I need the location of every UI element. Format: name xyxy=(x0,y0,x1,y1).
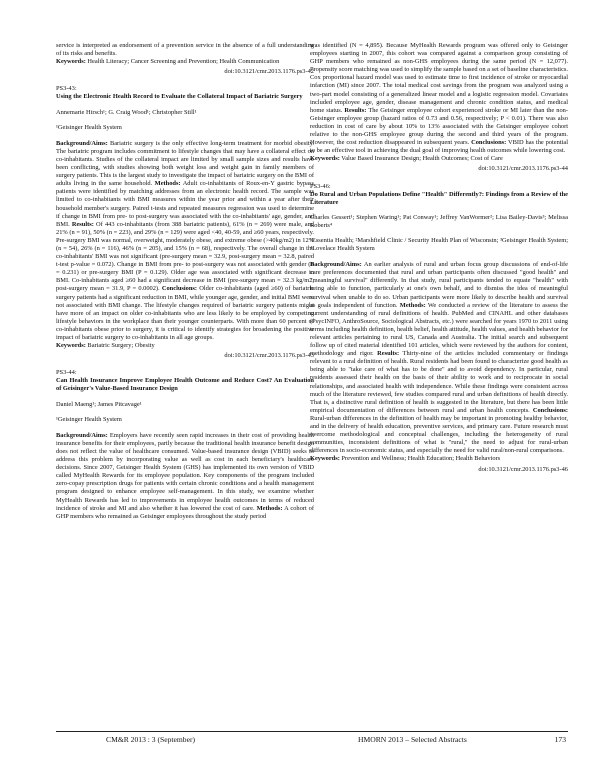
background-label: Background/Aims: xyxy=(56,139,108,147)
abstract-code: PS3-43: xyxy=(56,85,77,93)
abstract-title: Can Health Insurance Improve Employee Health Outcome and Reduce Cost? An Evaluation of Geisinger's Value-Based Insurance Design xyxy=(56,377,314,393)
methods-text: was identified (N = 4,895). Because MyHealth Rewards program was offered only to Geisinger employees starting in 2007, this cohort was compared against a comparison group consisting of GHP members who remained as non-GHS employees during the same period (N = 12,077). Propensity score matching was used to simplify the sample based on a set of baseline characteristics. Cox proportional hazard model was used to estimate time to first incidence of stroke or myocardial infarction (MI) since 2007. The total medical cost savings from the program was analyzed using a two-part model consisting of a generalized linear model and a logistic regression model. Covariates included employee age, gender, disease management and chronic condition status, and medical home status. xyxy=(310,42,568,114)
results-label: Results: xyxy=(344,106,367,114)
background-text: Employers have recently seen rapid increases in their cost of providing health insurance benefits for their employees, partly because the traditional health insurance benefit design does not reflect the value of healthcare consumed. Value-based insurance design (VBID) seeks to address this problem by incorporating value as well as cost in each beneficiary's healthcare decisions. Since 2007, Geisinger Health System (GHS) has implemented its own version of VBID called MyHealth Rewards for its employee population. Key components of the program included zero-copay prescription drugs for patients with certain chronic conditions and a health management program designed to enhance employee self-management. In this study, we examine whether MyHealth Rewards has led to improvements in employee health outcomes in terms of reduced incidence of stroke and MI and also whether it has lowered the cost of care. xyxy=(56,431,314,512)
abstract-ps3-46 xyxy=(310,183,568,474)
abstract-ps3-44-continued xyxy=(310,42,568,174)
abstract-body xyxy=(56,140,314,342)
intro-text: service is interpreted as endorsement of a prevention service in the absence of a full understanding of its risks and benefits. xyxy=(56,42,314,58)
keywords-text: Value Based Insurance Design; Health Outcomes; Cost of Care xyxy=(339,155,503,163)
conclusions-label: Conclusions: xyxy=(532,406,568,414)
intro-keywords xyxy=(56,58,314,66)
abstract-doi: doi:10.3121/cmr.2013.1176.ps3-44 xyxy=(478,165,568,173)
background-label: Background/Aims: xyxy=(310,261,362,269)
methods-text: A cohort of GHP members who remained as Geisinger employees throughout the study period xyxy=(56,504,314,520)
abstract-body xyxy=(310,261,568,455)
abstract-affiliation: ¹Essentia Health; ²Marshfield Clinic / Security Health Plan of Wisconsin; ³Geisinger Health System; ⁴Lovelace Health System xyxy=(310,236,568,253)
keywords-label: Keywords: xyxy=(310,155,340,163)
methods-label: Methods: xyxy=(154,180,181,188)
abstract-code: PS3-46: xyxy=(310,182,331,190)
conclusions-text: Rural-urban differences in the definition of health may be important in promoting healthy behavior, and in the delivery of health education, preventive services, and primary care. Future research must overcome methodological and conceptual challenges, including the heterogeneity of rural communities, inconsistent definitions of what is "rural," the need to adjust for rural-urban differences in socio-economic status, and especially the need for valid rural/non-rural comparisons. xyxy=(310,414,568,455)
keywords-text: Bariatric Surgery; Obesity xyxy=(85,342,155,350)
page-number: 173 xyxy=(554,735,566,744)
abstract-authors: Daniel Maeng¹; James Pitcavage¹ xyxy=(56,400,142,408)
abstract-authors: Annemarie Hirsch¹; G. Craig Wood¹; Christopher Still¹ xyxy=(56,108,197,116)
background-text: An earlier analysis of rural and urban focus group discussions of end-of-life care preferences documented that rural and urban participants often discussed "good health" and "meaningful survival" differently. In that study, rural participants tended to equate "health" with being able to function, particularly at one's own behalf, and to dismiss the idea of meaningful survival when unable to do so. Urban participants were more likely to describe health and survival as goals independent of function. xyxy=(310,261,568,309)
abstract-title: Do Rural and Urban Populations Define "Health" Differently?: Findings from a Review of the Literature xyxy=(310,190,568,206)
methods-text: We conducted a review of the literature to assess the current understanding of rural definitions of health. PubMed and CINAHL and other databases (PsycINFO, AnthroSource, Sociological Abstracts, etc.) were searched for years 1970 to 2011 using terms including health definition, health belief, health attitude, health values, and health behavior for relevant articles pertaining to rural US, Canada and Australia. The initial search and subsequent follow up of cited material identified 101 articles, which were reviewed by the authors for content, methodology and rigor. xyxy=(310,301,569,358)
background-text: Bariatric surgery is the only effective long-term treatment for morbid obesity. The bariatric program includes commitment to lifestyle changes that may have a collateral effect on co-inhabitants. Studies of the collateral impact are limited by small sample sizes and results have been conflicting, with studies showing both weight loss and weight gain in family members of surgery patients. This is the largest study to investigate the impact of bariatric surgery on the BMI of adults living in the same household. xyxy=(56,139,314,188)
meeting-name: HMORN 2013 – Selected Abstracts xyxy=(358,735,467,744)
abstract-ps3-44 xyxy=(56,369,314,521)
keywords-label: Keywords: xyxy=(310,455,340,463)
left-column xyxy=(56,42,314,521)
abstract-body xyxy=(56,432,314,521)
methods-text: Adult co-inhabitants of Roux-en-Y gastric bypass patients were identified by matching addresses from an electronic health record. The sample was limited to co-inhabitants with BMI measures within the year prior and within a year after their household member's surgery. Paired t-tests and repeated measures regression was used to determine if change in BMI from pre- to post-surgery was associated with the co-inhabitants' age, gender, and BMI. xyxy=(56,180,314,228)
conclusions-text: Older co-inhabitants (aged ≥60) of bariatric surgery patients had a significant reduction in BMI, while younger age, gender, and initial BMI were not associated with BMI change. The lifestyle changes required of bariatric surgery patients might have more of an impact on older co-inhabitants who are less likely to be employed by competing lifestyle behaviors in the workplace than their younger counterparts. With more than 60 percent of co-inhabitants obese prior to surgery, it is critical to identify strategies for broadening the positive impact of bariatric surgery to co-inhabitants in all age groups. xyxy=(56,285,314,341)
abstract-code: PS3-44: xyxy=(56,369,77,377)
abstract-keywords xyxy=(310,155,568,163)
keywords-label: Keywords: xyxy=(56,342,86,350)
methods-label: Methods: xyxy=(399,301,426,309)
keywords-text: Health Literacy; Cancer Screening and Prevention; Health Communication xyxy=(85,58,280,66)
abstract-ps3-43 xyxy=(56,85,314,360)
results-text: Of 443 co-inhabitants (from 388 bariatric patients), 61% (n = 269) were male, and 21% (n = 91), 50% (n = 223), and 29% (n = 129) were aged <40, 40-59, and ≥60 years, respectively. Pre-surgery BMI was normal, overweight, moderately obese, and extreme obese (>40kg/m2) in 12% (n = 54), 26% (n = 116), 46% (n = 205), and 15% (n = 68), respectively. The overall change in the co-inhabitants' BMI was not significant (pre-surgery mean = 32.9, post-surgery mean = 32.8, paired t-test p-value = 0.072). Change in BMI from pre- to post-surgery was not associated with gender (P = 0.231) or pre-surgery BMI (P = 0.129). Older age was associated with significant decrease in BMI. Co-inhabitants aged ≥60 had a significant decrease in BMI (pre-surgery mean = 32.3 kg/m2, post-surgery mean = 31.9, P = 0.0002). xyxy=(56,220,314,293)
results-text: Thirty-nine of the articles included commentary or findings relevant to a rural definition of health. Rural residents had been found to characterize good health as being able to "take care of what has to be done" and to avoid dependency. In particular, rural residents assessed their health on the basis of their ability to work and to reciprocate in social relationships, and associated health with independence. While these findings were consistent across much of the literature reviewed, few studies compared rural and urban definitions of health directly. That is, a distinctive rural definition of health is suggested in the literature, but there has been little empirical documentation of differences between rural and urban health concepts. xyxy=(310,350,568,414)
abstract-title: Using the Electronic Health Record to Evaluate the Collateral Impact of Bariatric Surgery xyxy=(56,93,303,101)
abstract-keywords xyxy=(310,455,568,463)
page-footer xyxy=(56,731,568,746)
abstract-authors: Charles Gessert¹; Stephen Waring¹; Pat Conway¹; Jeffrey VanWormer²; Lisa Bailey-Davis³; Melissa Roberts⁴ xyxy=(310,213,568,229)
abstract-body xyxy=(310,42,568,155)
abstract-affiliation: ¹Geisinger Health System xyxy=(56,123,122,131)
keywords-text: Prevention and Wellness; Health Education; Health Behaviors xyxy=(339,455,501,463)
background-label: Background/Aims: xyxy=(56,431,108,439)
abstract-affiliation: ¹Geisinger Health System xyxy=(56,415,122,423)
keywords-label: Keywords: xyxy=(56,58,86,66)
abstract-keywords xyxy=(56,342,314,350)
conclusions-label: Conclusions: xyxy=(471,139,507,147)
results-label: Results: xyxy=(377,350,400,358)
abstract-doi: doi:10.3121/cmr.2013.1176.ps3-46 xyxy=(478,465,568,473)
results-label: Results: xyxy=(71,220,94,228)
abstract-doi: doi:10.3121/cmr.2013.1176.ps3-43 xyxy=(224,352,314,360)
results-text: The Geisinger employee cohort experienced stroke or MI later than the non-Geisinger employee group (hazard ratios of 0.73 and 0.56, respectively; P < 0.01). There was also reduction in cost of care by about 10% to 13% associated with the Geisinger employee cohort relative to the non-GHS employee group during the second and third years of the program. However, the cost reduction disappeared in subsequent years. xyxy=(310,106,568,147)
methods-label: Methods: xyxy=(256,504,283,512)
conclusions-label: Conclusions: xyxy=(161,285,198,293)
right-column xyxy=(310,42,568,474)
intro-doi: doi:10.3121/cmr.2013.1176.ps3-42 xyxy=(224,68,314,76)
conclusions-text: VBID has the potential to be an effective tool in achieving the dual goal of improving health outcomes while lowering cost. xyxy=(310,139,568,155)
journal-issue: CM&R 2013 : 3 (September) xyxy=(106,735,196,744)
